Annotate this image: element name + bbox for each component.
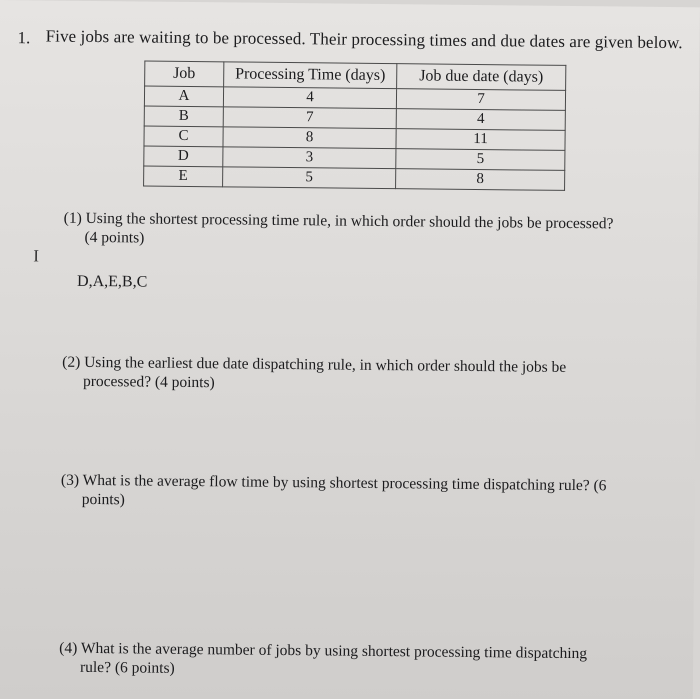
- part-3-question: [61, 471, 607, 515]
- header-due-date: Job due date (days): [397, 64, 566, 91]
- part-2-question: [62, 353, 566, 396]
- part-1-line-2: (4 points): [84, 228, 145, 247]
- cell-job: D: [144, 146, 223, 167]
- table-row: [144, 166, 565, 190]
- cell-processing-time: 4: [223, 87, 396, 109]
- text-cursor-icon: I: [33, 246, 40, 266]
- part-2-line-2: processed? (4 points): [82, 372, 215, 392]
- part-1-line-1: (1) Using the shortest processing time rule, in which order should the jobs be processed?: [63, 209, 614, 233]
- part-1-answer: D,A,E,B,C: [76, 272, 148, 291]
- part-2-line-1: (2) Using the earliest due date dispatching rule, in which order should the jobs be: [62, 353, 567, 376]
- header-processing-time: Processing Time (days): [224, 62, 397, 89]
- cell-job: E: [144, 166, 223, 187]
- cell-due-date: 4: [396, 109, 565, 131]
- cell-job: C: [144, 126, 223, 147]
- part-1-question: [63, 209, 613, 253]
- part-3-line-2: points): [81, 490, 125, 509]
- part-3-line-1: (3) What is the average flow time by using shortest processing time dispatching rule? (6: [60, 471, 607, 495]
- cell-due-date: 11: [396, 129, 565, 151]
- part-4-question: [59, 639, 587, 683]
- jobs-table: [143, 61, 566, 191]
- cell-processing-time: 5: [223, 167, 396, 189]
- cell-processing-time: 8: [223, 127, 396, 149]
- question-intro: Five jobs are waiting to be processed. Their processing times and due dates are given below.: [45, 26, 683, 53]
- cell-due-date: 7: [396, 89, 565, 111]
- cell-processing-time: 3: [223, 147, 396, 169]
- question-number: 1.: [17, 28, 31, 48]
- part-4-line-1: (4) What is the average number of jobs by using shortest processing time dispatching: [59, 639, 588, 663]
- cell-job: A: [144, 86, 223, 107]
- cell-processing-time: 7: [223, 107, 396, 129]
- cell-job: B: [144, 106, 223, 127]
- part-4-line-2: rule? (6 points): [79, 658, 175, 677]
- header-job: Job: [145, 61, 224, 87]
- cell-due-date: 8: [396, 169, 565, 191]
- cell-due-date: 5: [396, 149, 565, 171]
